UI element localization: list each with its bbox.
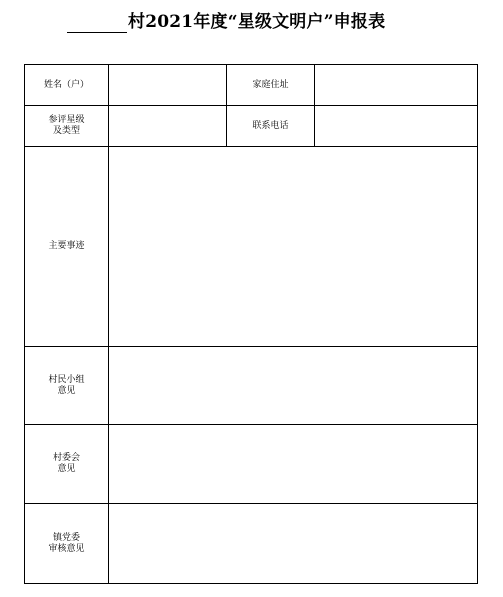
committee-opinion-field[interactable]: [109, 425, 477, 503]
star-type-field[interactable]: [109, 106, 226, 146]
group-opinion-field[interactable]: [109, 347, 477, 424]
name-label: 姓名（户）: [43, 79, 89, 90]
address-label: 家庭住址: [252, 79, 289, 90]
main-deeds-field[interactable]: [109, 147, 477, 346]
phone-field[interactable]: [315, 106, 477, 146]
group-opinion-label: 村民小组 意见: [48, 374, 85, 396]
town-review-field[interactable]: [109, 504, 477, 583]
town-review-label: 镇党委 审核意见: [48, 532, 85, 554]
document-title-line: [67, 8, 442, 36]
document-title: 村2021年度“星级文明户”申报表: [128, 12, 386, 32]
committee-opinion-label: 村委会 意见: [52, 453, 80, 474]
address-field[interactable]: [315, 65, 477, 105]
name-field[interactable]: [109, 65, 226, 105]
phone-label: 联系电话: [252, 120, 289, 131]
village-name-blank[interactable]: [67, 12, 127, 33]
application-form-table: [24, 64, 478, 584]
main-deeds-label: 主要事迹: [48, 241, 85, 251]
star-type-label: 参评星级 及类型: [48, 115, 85, 136]
